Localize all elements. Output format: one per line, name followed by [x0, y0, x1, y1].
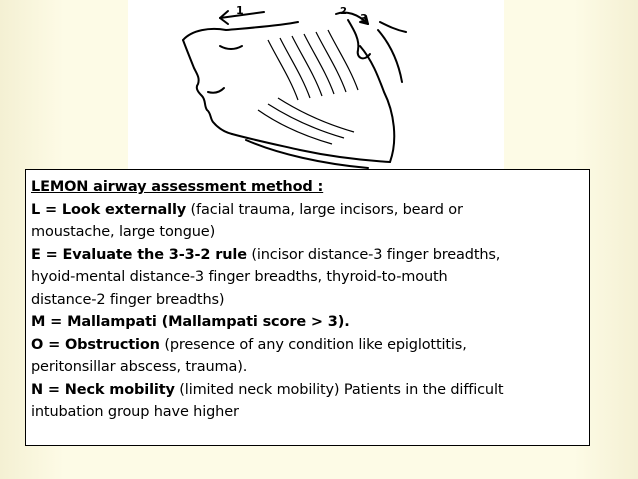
head-tilt-airway-diagram-icon — [128, 0, 504, 170]
lemon-o-line-1 — [31, 334, 583, 357]
lemon-n-term: N = Neck mobility — [31, 381, 175, 398]
lemon-o-term: O = Obstruction — [31, 336, 160, 353]
lemon-l-desc-1: (facial trauma, large incisors, beard or — [186, 201, 463, 218]
diagram-label-2: 2 — [340, 6, 347, 17]
lemon-e-line-1 — [31, 244, 583, 267]
lemon-e-desc-1: (incisor distance-3 finger breadths, — [246, 246, 501, 263]
lemon-o-desc-1: (presence of any condition like epiglottitis, — [159, 336, 467, 353]
lemon-text-box — [25, 169, 590, 446]
lemon-e-desc-2: hyoid-mental distance-3 finger breadths, thyroid-to-mouth — [31, 269, 448, 285]
lemon-n-desc-1: (limited neck mobility) Patients in the difficult — [174, 381, 504, 398]
lemon-l-line-1 — [31, 199, 583, 222]
lemon-e-term: E = Evaluate the 3-3-2 rule — [31, 246, 247, 263]
diagram-label-3: 3 — [360, 12, 368, 25]
lemon-n-desc-2: intubation group have higher — [31, 404, 239, 420]
lemon-n-line-1 — [31, 379, 583, 402]
lemon-l-term: L = Look externally — [31, 201, 187, 218]
lemon-m-line — [31, 311, 583, 334]
airway-head-illustration — [128, 0, 504, 170]
diagram-label-1: 1 — [236, 4, 244, 17]
lemon-title: LEMON airway assessment method : — [31, 179, 324, 195]
lemon-m-term: M = Mallampati (Mallampati score > 3). — [31, 314, 350, 330]
lemon-o-desc-2: peritonsillar abscess, trauma). — [31, 359, 248, 375]
lemon-e-desc-3: distance-2 finger breadths) — [31, 291, 225, 308]
lemon-l-desc-2: moustache, large tongue) — [31, 224, 216, 240]
